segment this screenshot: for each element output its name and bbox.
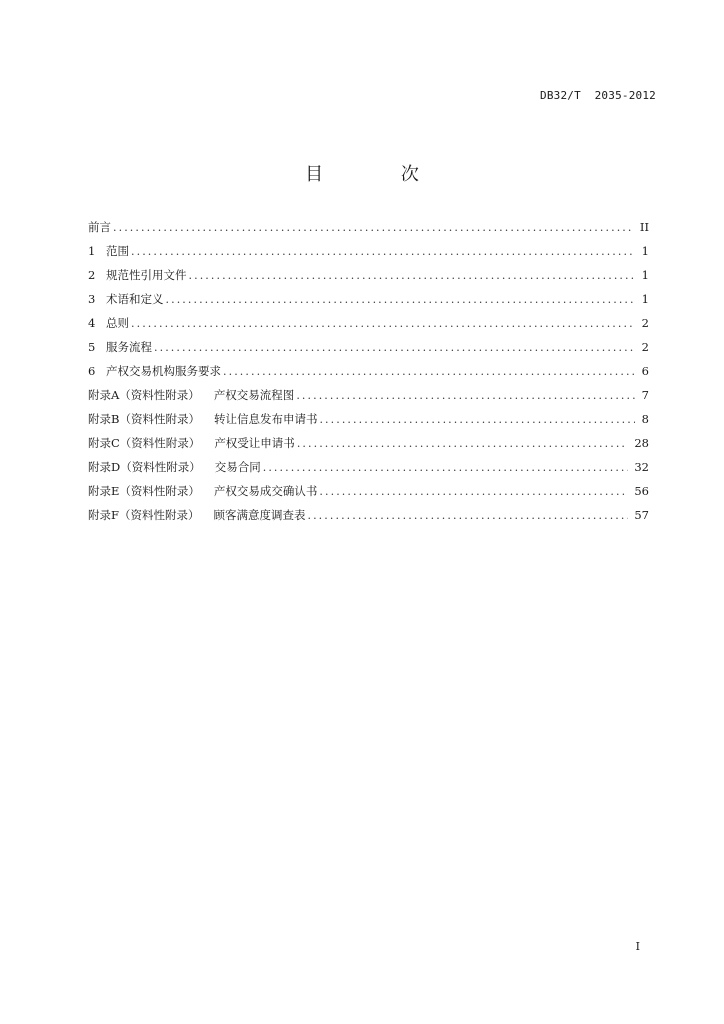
toc-entry-appendix-e[interactable] <box>88 483 649 507</box>
toc-entry-label <box>88 291 164 307</box>
toc-entry-page: 8 <box>641 412 649 426</box>
toc-entry-page: 6 <box>641 364 649 378</box>
toc-entry-number: 6 <box>88 364 96 378</box>
toc-entry-label <box>88 459 261 475</box>
toc-entry-prefix: 附录A（资料性附录） <box>88 388 200 402</box>
toc-entry-label <box>88 363 221 379</box>
dot-leader <box>154 341 635 354</box>
toc-entry-page: 2 <box>641 340 649 354</box>
dot-leader <box>131 245 635 258</box>
toc-entry-foreword[interactable] <box>88 219 649 243</box>
toc-entry-title: 产权交易流程图 <box>213 388 295 402</box>
dot-leader <box>297 437 629 450</box>
toc-entry-page: 7 <box>641 388 649 402</box>
dot-leader <box>319 413 635 426</box>
toc-entry-number: 5 <box>88 340 96 354</box>
toc-entry-general-principles[interactable] <box>88 315 649 339</box>
toc-entry-title: 范围 <box>106 244 129 258</box>
toc-entry-terms-definitions[interactable] <box>88 291 649 315</box>
toc-entry-title: 转让信息发布申请书 <box>213 412 318 426</box>
toc-entry-label <box>88 411 317 427</box>
toc-entry-prefix: 附录F（资料性附录） <box>88 508 200 522</box>
dot-leader <box>263 461 629 474</box>
toc-entry-page: 1 <box>641 292 649 306</box>
toc-entry-title: 前言 <box>88 220 111 234</box>
toc-entry-label <box>88 315 129 331</box>
toc-entry-title: 总则 <box>106 316 129 330</box>
toc-entry-service-requirements[interactable] <box>88 363 649 387</box>
toc-entry-page: 2 <box>641 316 649 330</box>
dot-leader <box>223 365 635 378</box>
dot-leader <box>319 485 628 498</box>
toc-title: 目 次 <box>305 164 455 185</box>
table-of-contents <box>88 219 649 531</box>
toc-entry-appendix-b[interactable] <box>88 411 649 435</box>
toc-entry-appendix-a[interactable] <box>88 387 649 411</box>
toc-entry-scope[interactable] <box>88 243 649 267</box>
toc-entry-label <box>88 219 111 235</box>
toc-entry-page: 32 <box>634 460 649 474</box>
dot-leader <box>296 389 635 402</box>
toc-entry-page: 1 <box>641 268 649 282</box>
dot-leader <box>131 317 635 330</box>
toc-entry-appendix-f[interactable] <box>88 507 649 531</box>
toc-entry-label <box>88 267 187 283</box>
toc-entry-page: 56 <box>634 484 649 498</box>
toc-entry-label <box>88 483 317 499</box>
toc-entry-title: 产权交易机构服务要求 <box>106 364 221 378</box>
toc-entry-page: 57 <box>634 508 649 522</box>
toc-entry-title: 产权交易成交确认书 <box>213 484 318 498</box>
toc-entry-label <box>88 339 152 355</box>
toc-entry-label <box>88 243 129 259</box>
toc-entry-title: 产权受让申请书 <box>214 436 295 450</box>
toc-entry-number: 2 <box>88 268 96 282</box>
standard-code: DB32/T 2035-2012 <box>540 89 656 102</box>
toc-entry-label <box>88 435 295 451</box>
toc-entry-page: 28 <box>634 436 649 450</box>
dot-leader <box>166 293 636 306</box>
toc-entry-prefix: 附录D（资料性附录） <box>88 460 201 474</box>
toc-entry-appendix-c[interactable] <box>88 435 649 459</box>
toc-entry-title: 术语和定义 <box>106 292 164 306</box>
toc-entry-title: 交易合同 <box>214 460 261 474</box>
toc-entry-label <box>88 387 294 403</box>
toc-entry-number: 4 <box>88 316 96 330</box>
toc-entry-service-process[interactable] <box>88 339 649 363</box>
toc-entry-appendix-d[interactable] <box>88 459 649 483</box>
dot-leader <box>189 269 636 282</box>
toc-entry-page: II <box>639 220 649 234</box>
toc-entry-prefix: 附录E（资料性附录） <box>88 484 200 498</box>
toc-entry-prefix: 附录C（资料性附录） <box>88 436 201 450</box>
toc-entry-number: 3 <box>88 292 96 306</box>
toc-entry-number: 1 <box>88 244 96 258</box>
toc-entry-prefix: 附录B（资料性附录） <box>88 412 200 426</box>
toc-entry-normative-references[interactable] <box>88 267 649 291</box>
toc-entry-label <box>88 507 305 523</box>
toc-entry-title: 服务流程 <box>106 340 152 354</box>
dot-leader <box>113 221 634 234</box>
dot-leader <box>307 509 628 522</box>
toc-entry-page: 1 <box>641 244 649 258</box>
toc-entry-title: 顾客满意度调查表 <box>213 508 306 522</box>
toc-entry-title: 规范性引用文件 <box>106 268 187 282</box>
page-number: I <box>635 940 640 953</box>
